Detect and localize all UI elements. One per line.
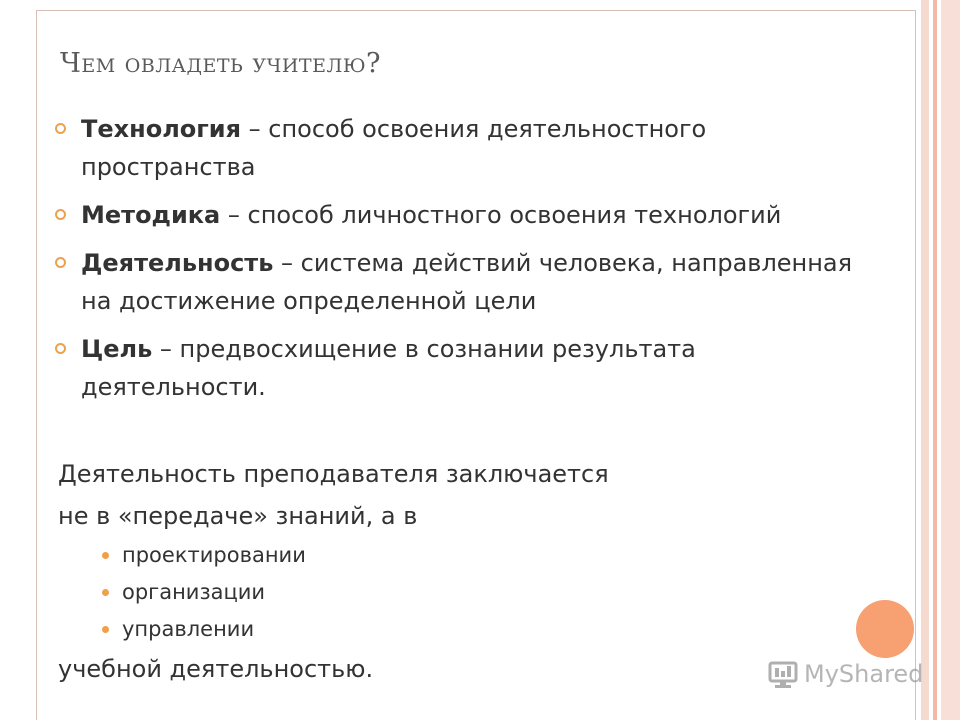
definition-text: – способ освоения деятельностного пространства xyxy=(81,115,707,181)
definition-text: – способ личностного освоения технологий xyxy=(220,201,782,229)
dot-bullet-icon xyxy=(102,552,109,559)
definition-term: Методика xyxy=(81,201,221,229)
sub-list-label: проектировании xyxy=(122,543,306,567)
definition-item xyxy=(55,330,885,406)
decorative-stripe xyxy=(921,0,929,720)
sub-list-item xyxy=(102,611,306,648)
closing-line: учебной деятельностью. xyxy=(58,655,374,683)
definition-item xyxy=(55,244,885,320)
decorative-stripe xyxy=(941,0,960,720)
ring-bullet-icon xyxy=(55,209,66,220)
slide-title: Чем овладеть учителю? xyxy=(60,48,381,79)
definition-term: Технология xyxy=(81,115,242,143)
ring-bullet-icon xyxy=(55,343,66,354)
definition-item xyxy=(55,196,885,234)
dot-bullet-icon xyxy=(102,589,109,596)
sub-list-item xyxy=(102,537,306,574)
definitions-list xyxy=(55,110,885,416)
dot-bullet-icon xyxy=(102,626,109,633)
sub-list-label: организации xyxy=(122,580,266,604)
ring-bullet-icon xyxy=(55,257,66,268)
sub-list-item xyxy=(102,574,306,611)
decorative-stripe xyxy=(933,0,937,720)
definition-term: Деятельность xyxy=(81,249,274,277)
myshared-logo-icon xyxy=(766,657,800,691)
orange-circle-decoration xyxy=(856,600,914,658)
definition-text: – система действий человека, направленная на достижение определенной цели xyxy=(81,249,853,315)
watermark-text: MyShared xyxy=(804,660,924,688)
ring-bullet-icon xyxy=(55,123,66,134)
paragraph-line: Деятельность преподавателя заключается xyxy=(58,460,609,488)
definition-term: Цель xyxy=(81,335,153,363)
paragraph-line: не в «передаче» знаний, а в xyxy=(58,502,418,530)
definition-text: – предвосхищение в сознании результата деятельности. xyxy=(81,335,696,401)
sub-list xyxy=(102,537,306,648)
definition-item xyxy=(55,110,885,186)
sub-list-label: управлении xyxy=(122,617,255,641)
watermark xyxy=(766,657,923,691)
